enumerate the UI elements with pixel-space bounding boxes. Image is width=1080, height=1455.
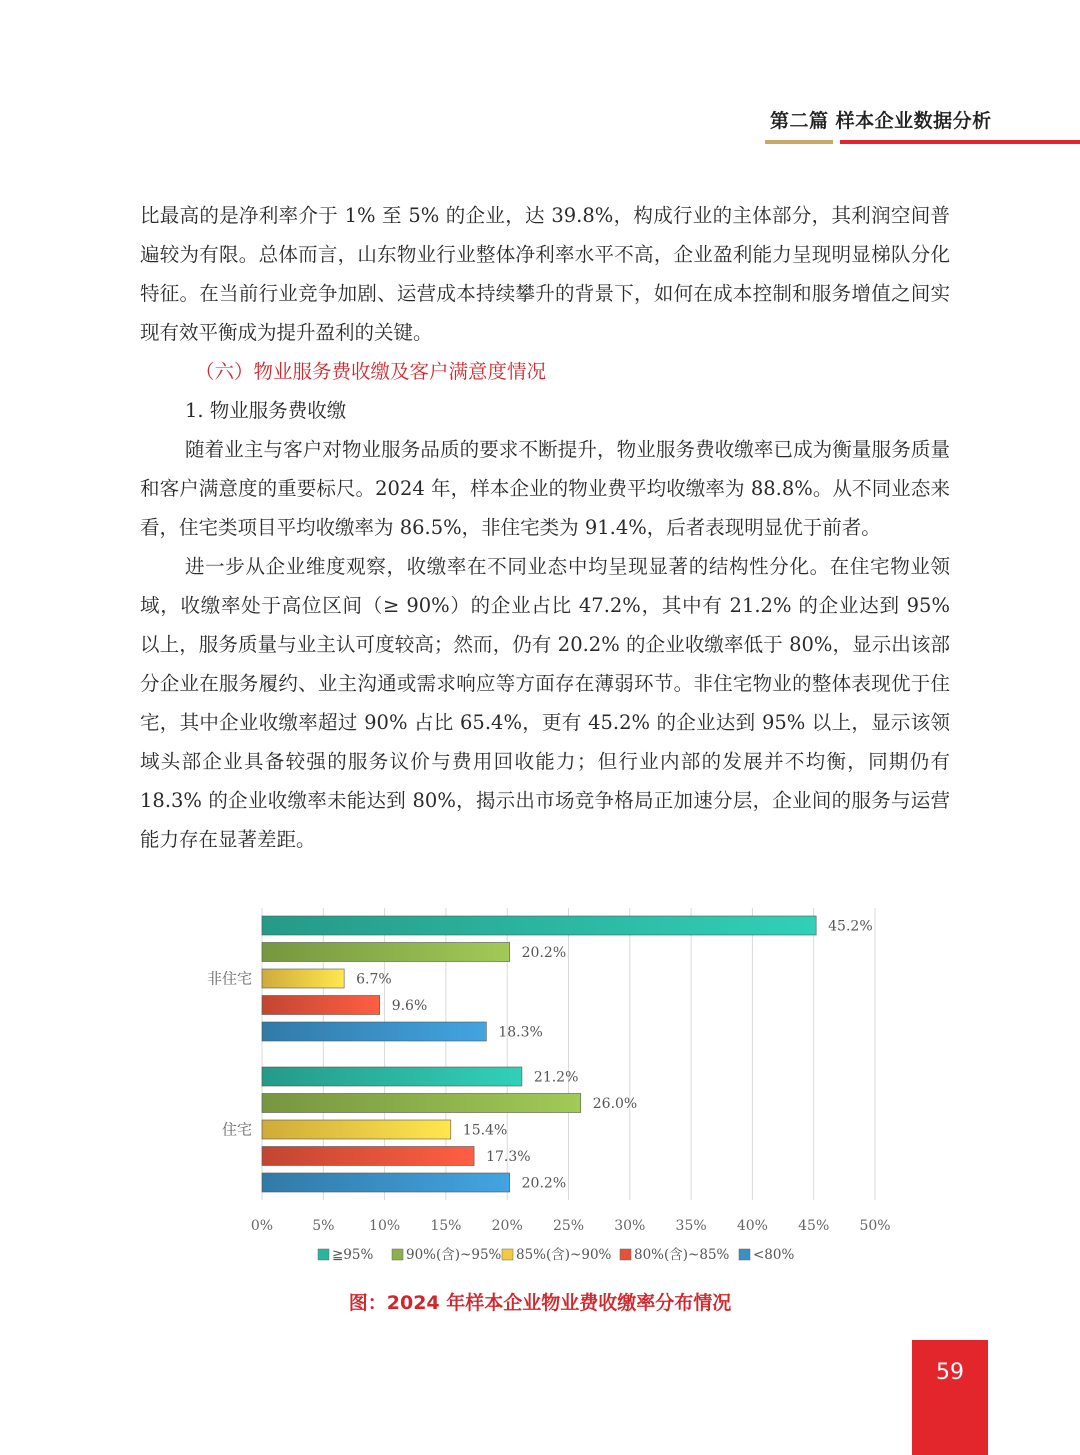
bar-value-label: 18.3%	[498, 1024, 543, 1041]
legend-swatch	[392, 1249, 403, 1260]
x-tick-label: 20%	[491, 1218, 523, 1234]
bar-value-label: 20.2%	[521, 1175, 567, 1192]
legend-swatch	[318, 1249, 329, 1260]
x-tick-label: 15%	[430, 1218, 462, 1234]
category-label: 住宅	[221, 1120, 252, 1139]
paragraph-3: 进一步从企业维度观察，收缴率在不同业态中均呈现显著的结构性分化。在住宅物业领域，收缴率处于高位区间（≥ 90%）的企业占比 47.2%，其中有 21.2% 的企业达到 95% 以上，服务质量与业主认可度较高；然而，仍有 20.2% 的企业收缴率低于 80%，显示出该部分企业在服务履约、业主沟通或需求响应等方面存在薄弱环节。非住宅物业的整体表现优于住宅，其中企业收缴率超过 90% 占比 65.4%，更有 45.2% 的企业达到 95% 以上，显示该领域头部企业具备较强的服务议价与费用回收能力；但行业内部的发展并不均衡，同期仍有 18.3% 的企业收缴率未能达到 80%，揭示出市场竞争格局正加速分层，企业间的服务与运营能力存在显著差距。	[140, 555, 950, 851]
x-tick-label: 0%	[250, 1218, 274, 1234]
section-heading: （六）物业服务费收缴及客户满意度情况	[195, 360, 547, 383]
bar	[262, 969, 344, 988]
legend-swatch	[739, 1249, 750, 1260]
paragraph-2: 随着业主与客户对物业服务品质的要求不断提升，物业服务费收缴率已成为衡量服务质量和客户满意度的重要标尺。2024 年，样本企业的物业费平均收缴率为 88.8%。从不同业态来看，住宅类项目平均收缴率为 86.5%，非住宅类为 91.4%，后者表现明显优于前者。	[140, 438, 950, 539]
bar-value-label: 21.2%	[533, 1069, 579, 1086]
paragraph-1: 比最高的是净利率介于 1% 至 5% 的企业，达 39.8%，构成行业的主体部分，其利润空间普遍较为有限。总体而言，山东物业行业整体净利率水平不高，企业盈利能力呈现明显梯队分化特征。在当前行业竞争加剧、运营成本持续攀升的背景下，如何在成本控制和服务增值之间实现有效平衡成为提升盈利的关键。	[140, 204, 950, 344]
bar-value-label: 15.4%	[462, 1122, 508, 1139]
x-tick-label: 40%	[736, 1218, 768, 1234]
category-label: 非住宅	[206, 969, 252, 988]
bar-value-label: 17.3%	[486, 1149, 531, 1165]
bar-value-label: 6.7%	[356, 971, 392, 988]
bar	[262, 1120, 451, 1139]
legend-label: ≧95%	[332, 1247, 374, 1263]
bar	[262, 1173, 510, 1192]
figure-caption: 图：2024 年样本企业物业费收缴率分布情况	[348, 1292, 732, 1314]
header-rule-gold	[765, 140, 833, 144]
bar	[262, 1147, 474, 1166]
x-tick-label: 30%	[614, 1218, 646, 1234]
bar-value-label: 9.6%	[391, 998, 428, 1014]
x-tick-label: 5%	[312, 1218, 335, 1234]
legend-label: 90%(含)~95%	[406, 1247, 502, 1263]
bar-value-label: 20.2%	[521, 945, 567, 961]
bar-value-label: 45.2%	[828, 918, 873, 935]
bar	[262, 1067, 522, 1086]
x-tick-label: 25%	[552, 1218, 585, 1234]
page-number: 59	[912, 1340, 988, 1455]
legend-label: 85%(含)~90%	[516, 1247, 612, 1263]
bar	[262, 996, 380, 1015]
chart-svg	[180, 900, 920, 1285]
legend-swatch	[620, 1249, 631, 1260]
legend-swatch	[502, 1249, 513, 1260]
bar	[262, 1094, 581, 1113]
body-text	[140, 196, 950, 859]
collection-rate-chart	[180, 900, 920, 1285]
legend-label: <80%	[753, 1247, 795, 1263]
legend-label: 80%(含)~85%	[634, 1247, 730, 1263]
x-tick-label: 45%	[798, 1218, 830, 1234]
x-tick-label: 50%	[859, 1218, 891, 1234]
bar	[262, 943, 510, 962]
bar-value-label: 26.0%	[592, 1096, 638, 1112]
header-rule-red	[840, 140, 1080, 144]
bar	[262, 1022, 486, 1041]
sub-heading: 1. 物业服务费收缴	[185, 399, 347, 422]
x-tick-label: 10%	[369, 1218, 401, 1234]
x-tick-label: 35%	[675, 1218, 707, 1234]
section-title: 第二篇 样本企业数据分析	[770, 110, 992, 132]
bar	[262, 916, 816, 935]
